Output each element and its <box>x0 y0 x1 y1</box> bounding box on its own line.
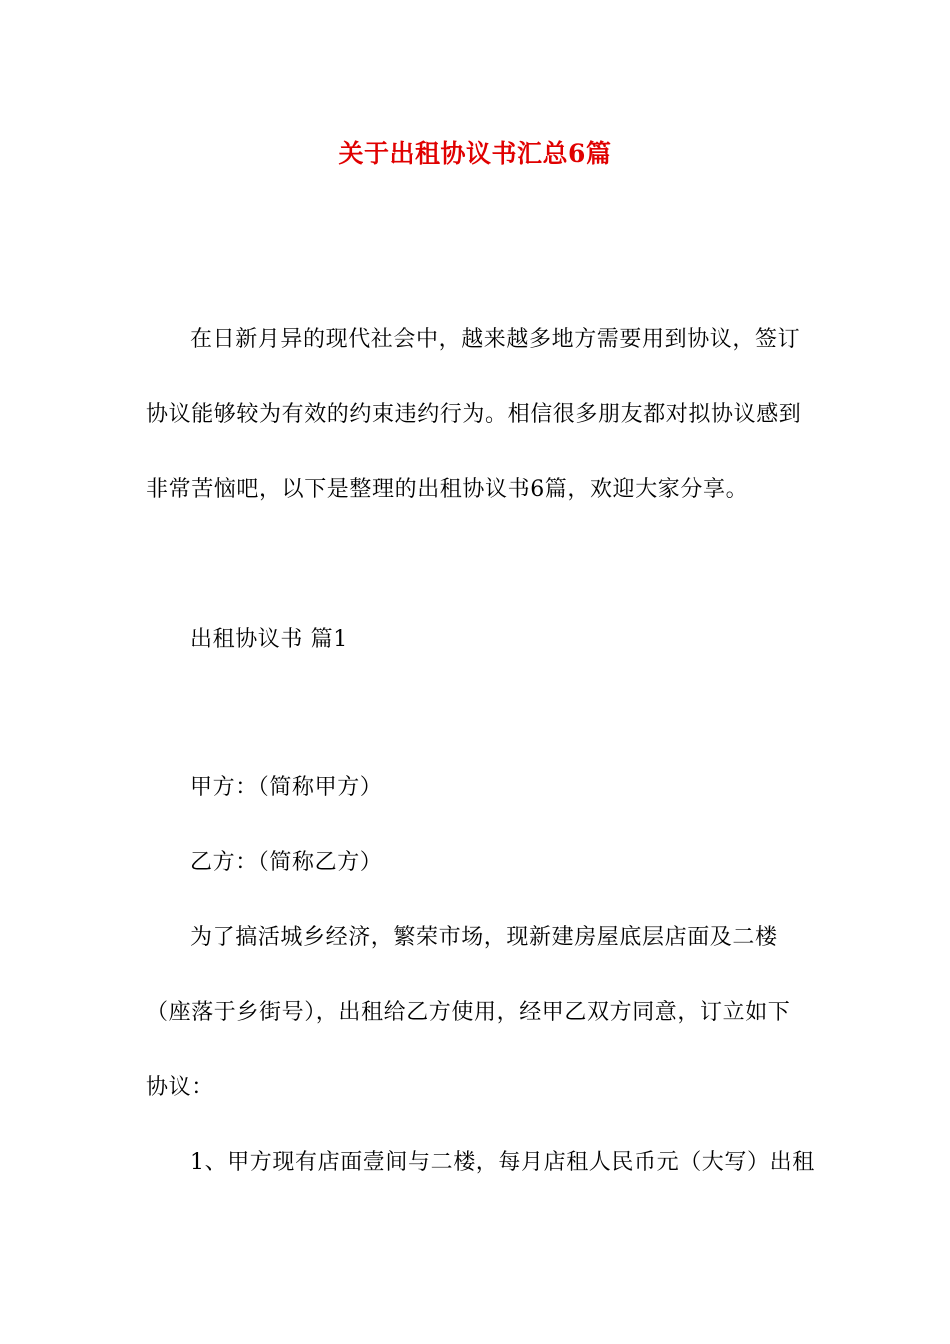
intro-line-1: 在日新月异的现代社会中，越来越多地方需要用到协议，签订 <box>190 327 801 352</box>
body-line-1: 为了搞活城乡经济，繁荣市场，现新建房屋底层店面及二楼 <box>190 925 778 950</box>
intro-line-2: 协议能够较为有效的约束违约行为。相信很多朋友都对拟协议感到 <box>146 402 802 427</box>
party-a-line: 甲方：（简称甲方） <box>190 775 383 800</box>
body-line-2: （座落于乡街号），出租给乙方使用，经甲乙双方同意，订立如下 <box>146 1000 791 1025</box>
section-heading: 出租协议书 篇1 <box>190 627 348 652</box>
intro-line-3: 非常苦恼吧，以下是整理的出租协议书6篇，欢迎大家分享。 <box>146 477 749 502</box>
party-b-line: 乙方：（简称乙方） <box>190 850 383 875</box>
body-line-3: 协议： <box>146 1075 214 1100</box>
document-title: 关于出租协议书汇总6篇 <box>338 139 612 168</box>
clause-1-line: 1、甲方现有店面壹间与二楼，每月店租人民币元（大写）出租 <box>190 1150 815 1175</box>
